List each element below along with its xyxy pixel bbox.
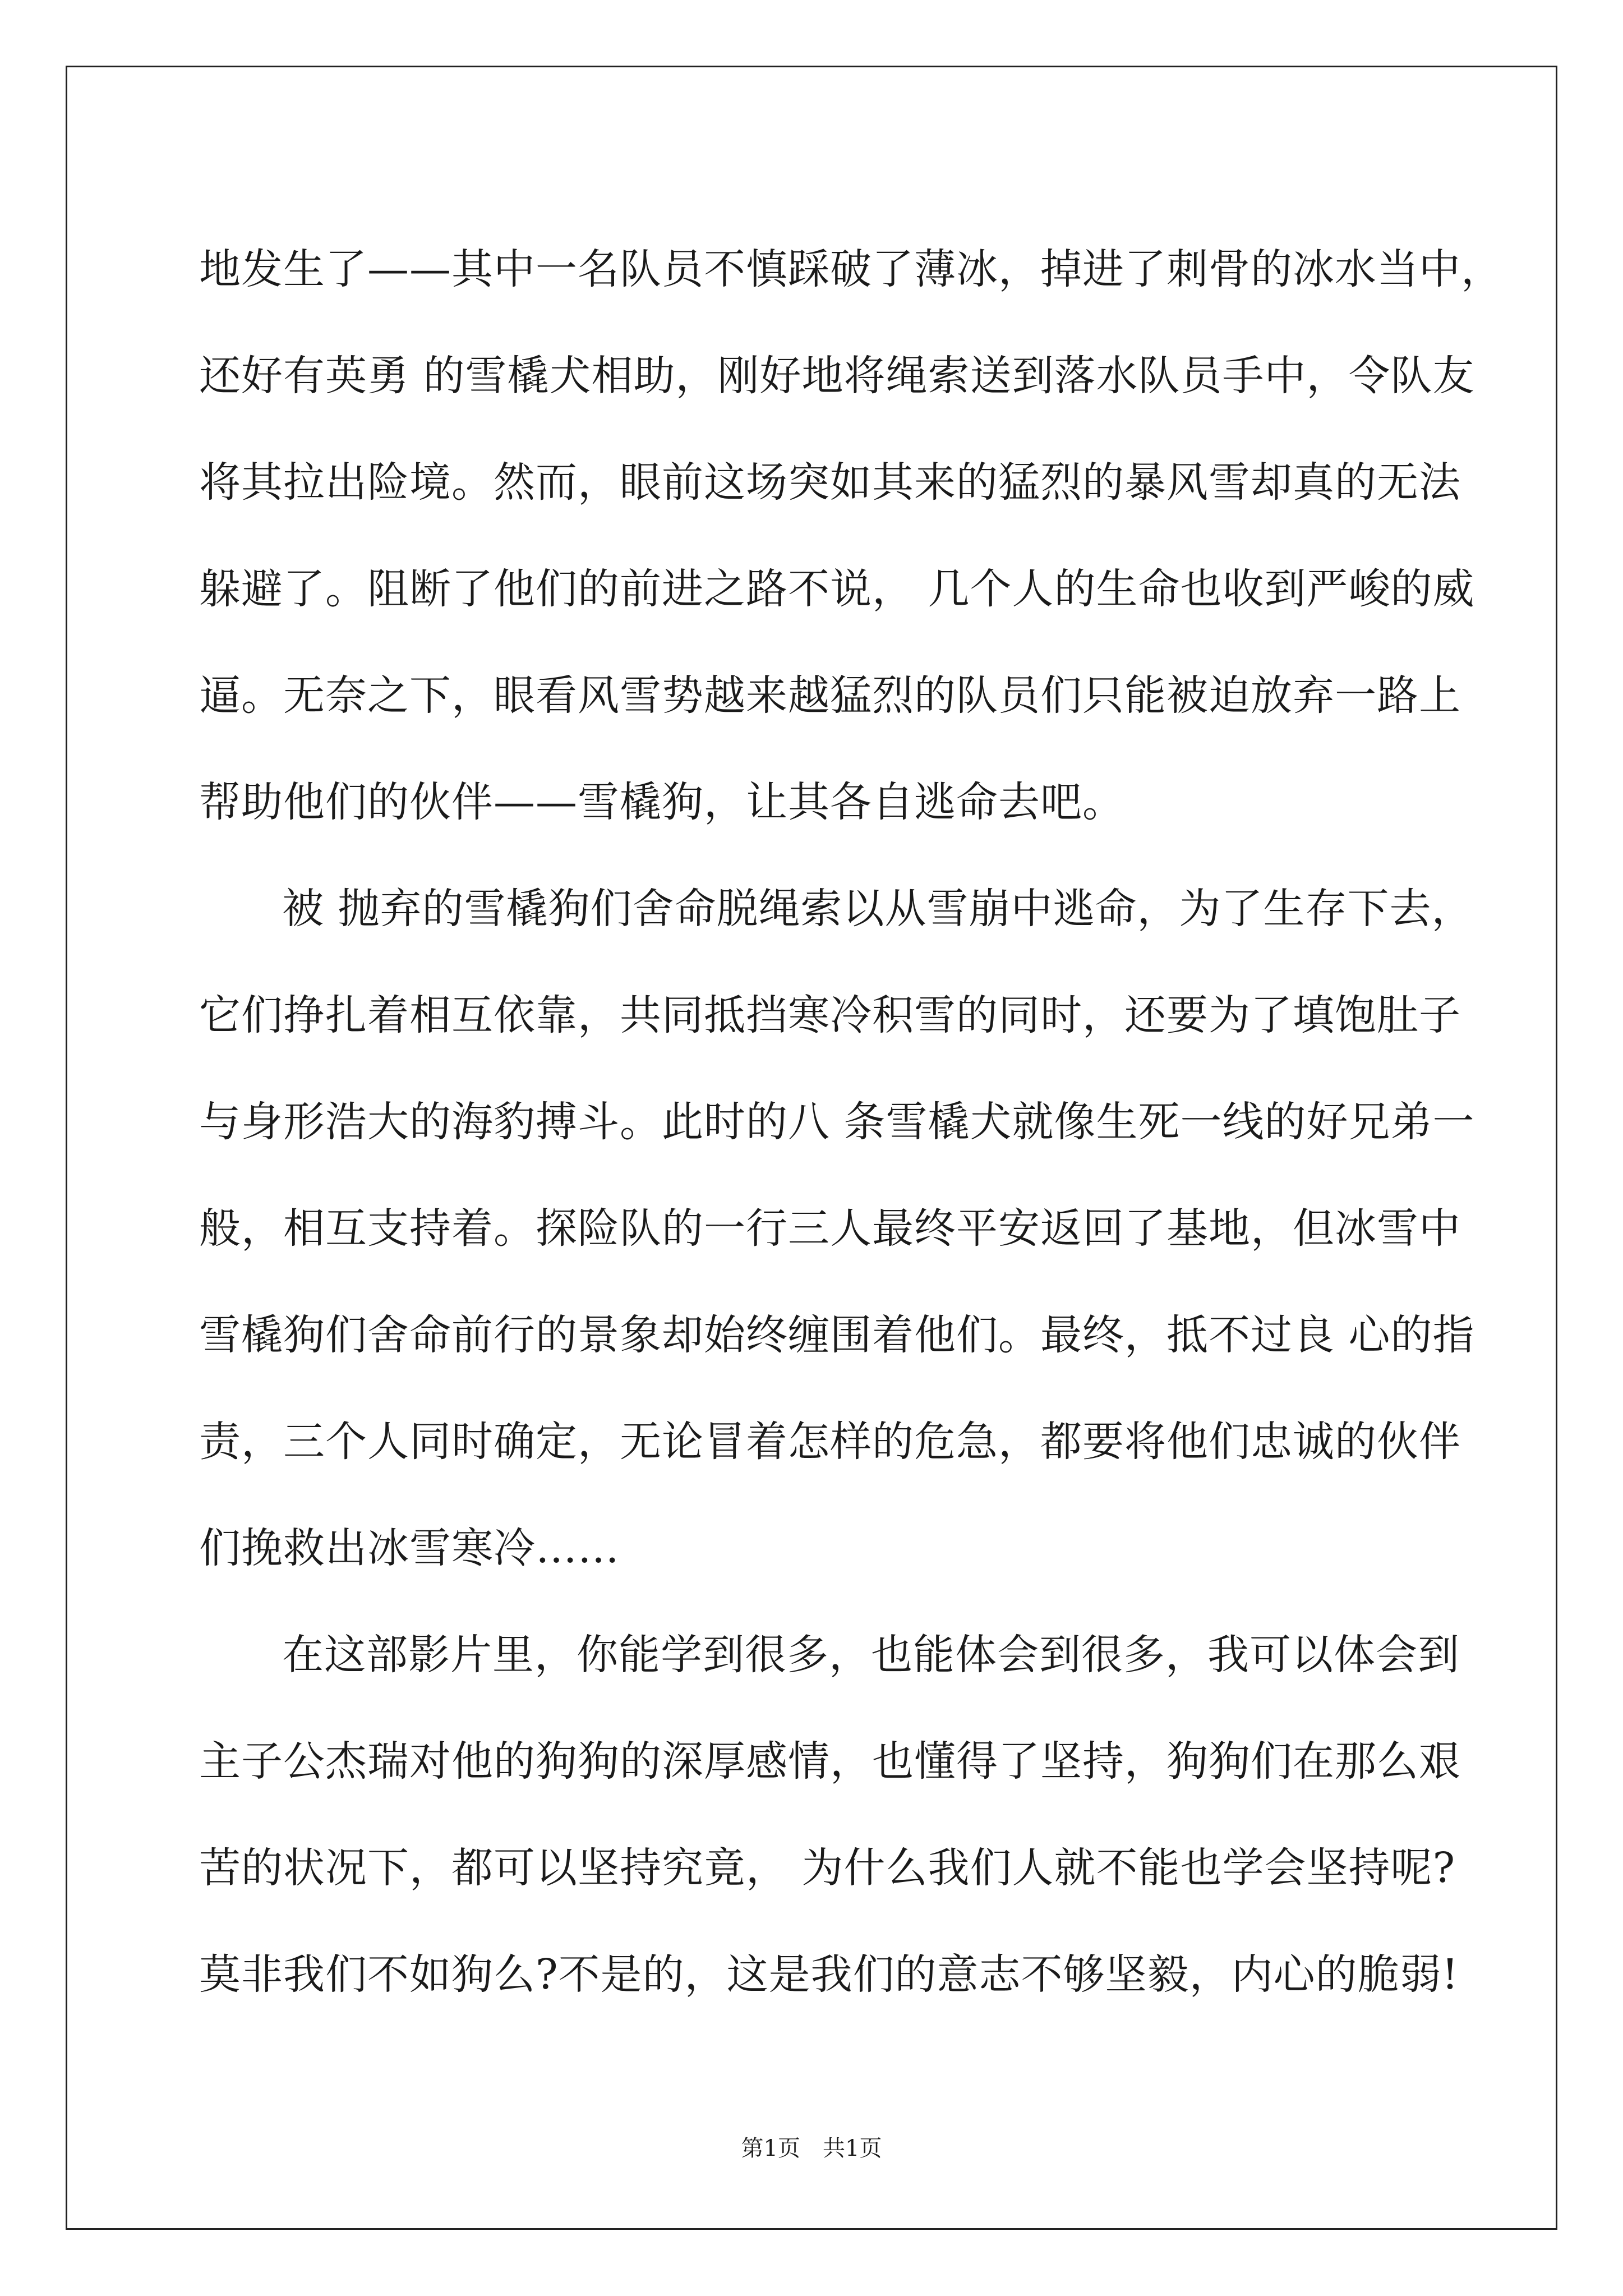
page-footer: 第1页 共1页: [741, 2136, 882, 2161]
text-line: 在这部影片里，你能学到很多，也能体会到很多，我可以体会到: [282, 1631, 1460, 1679]
text-line: 将其拉出险境。然而，眼前这场突如其来的猛烈的暴风雪却真的无法: [199, 458, 1461, 507]
text-line: 苦的状况下，都可以坚持究竟， 为什么我们人就不能也学会坚持呢?: [199, 1844, 1456, 1892]
text-line: 它们挣扎着相互依靠，共同抵挡寒冷积雪的同时，还要为了填饱肚子: [199, 991, 1461, 1039]
text-line: 雪橇狗们舍命前行的景象却始终缠围着他们。最终，抵不过良 心的指: [199, 1311, 1475, 1359]
text-line: 般，相互支持着。探险队的一行三人最终平安返回了基地，但冰雪中: [199, 1204, 1461, 1253]
text-line: 逼。无奈之下，眼看风雪势越来越猛烈的队员们只能被迫放弃一路上: [199, 671, 1461, 720]
text-line: 与身形浩大的海豹搏斗。此时的八 条雪橇犬就像生死一线的好兄弟一: [199, 1098, 1475, 1146]
text-line: 还好有英勇 的雪橇犬相助，刚好地将绳索送到落水队员手中，令队友: [199, 352, 1475, 400]
text-line: 主子公杰瑞对他的狗狗的深厚感情，也懂得了坚持，狗狗们在那么艰: [199, 1737, 1461, 1786]
text-line: 被 抛弃的雪橇狗们舍命脱绳索以从雪崩中逃命，为了生存下去，: [282, 885, 1474, 933]
document-body: [199, 216, 1503, 2028]
text-line: 莫非我们不如狗么?不是的，这是我们的意志不够坚毅，内心的脆弱!: [199, 1950, 1459, 1999]
text-line: 躲避了。阻断了他们的前进之路不说， 几个人的生命也收到严峻的威: [199, 565, 1475, 613]
text-line: 责，三个人同时确定，无论冒着怎样的危急，都要将他们忠诚的伙伴: [199, 1418, 1461, 1466]
text-line: 帮助他们的伙伴——雪橇狗，让其各自逃命去吧。: [199, 778, 1124, 826]
text-line: 们挽救出冰雪寒冷……: [199, 1524, 620, 1572]
text-line: 地发生了——其中一名队员不慎踩破了薄冰，掉进了刺骨的冰水当中，: [199, 245, 1503, 293]
